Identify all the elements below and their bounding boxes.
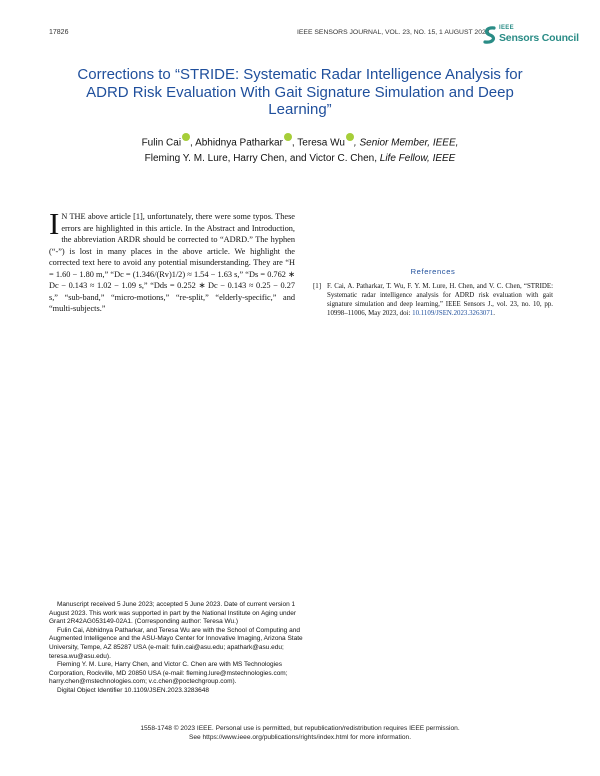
orcid-icon[interactable]: [182, 133, 190, 141]
copyright-footer: [0, 724, 600, 742]
copyright-line: 1558-1748 © 2023 IEEE. Personal use is permitted, but republication/redistribution requires IEEE permission.: [140, 725, 460, 732]
footnote-manuscript: Manuscript received 5 June 2023; accepted 5 June 2023. Date of current version 1 August 2023. This work was supported in part by the National Institute on Aging under Grant 2R42AG053149-02A1. (Corresponding author: Teresa Wu.): [49, 601, 297, 626]
sensors-council-logo: [482, 25, 579, 51]
footnotes: [49, 601, 307, 696]
body-text-column: [49, 206, 295, 315]
article-title: Corrections to “STRIDE: Systematic Radar Intelligence Analysis for ADRD Risk Evaluation With Gait Signature Simulation and Deep Learning”: [77, 66, 523, 118]
footnote-affiliation-ms: Fleming Y. M. Lure, Harry Chen, and Victor C. Chen are with MS Technologies Corporation, Rockville, MD 20850 USA (e-mail: fleming.lure@mstechnologies.com; harry.chen@mstechnologies.com; v.c.chen@poctechgroup.com).: [49, 661, 288, 686]
logo-ieee-text: IEEE: [499, 25, 514, 31]
author-role: , Senior Member, IEEE,: [353, 137, 459, 149]
references-column: [313, 211, 553, 319]
footnote-affiliation-asu: Fulin Cai, Abhidnya Patharkar, and Teresa Wu are with the School of Computing and Augmented Intelligence and the ASU-Mayo Center for Innovative Imaging, Arizona State University, Tempe, AZ 85287 USA (e-mail: fulin.cai@asu.edu; apathark@asu.edu; teresa.wu@asu.edu).: [49, 626, 303, 660]
logo-council-text: Sensors Council: [499, 32, 579, 44]
orcid-icon[interactable]: [284, 133, 292, 141]
rights-link-line[interactable]: See https://www.ieee.org/publications/rights/index.html for more information.: [188, 734, 412, 741]
author-separator: ,: [190, 137, 196, 149]
reference-number: [1]: [313, 282, 322, 290]
page-number: 17826: [49, 29, 69, 36]
author-role: Life Fellow, IEEE: [376, 152, 456, 164]
reference-text: F. Cai, A. Patharkar, T. Wu, F. Y. M. Lure, H. Chen, and V. C. Chen, “STRIDE: Systematic radar intelligence analysis for ADRD risk evaluation with gait signature simulation and deep learning,” IEEE Sensors J., vol. 23, no. 10, pp. 10998–11006, May 2023, doi:: [327, 282, 553, 318]
sensors-council-logo-icon: [482, 26, 498, 44]
author-name: Fulin Cai: [141, 137, 182, 149]
drop-cap: I: [49, 206, 60, 241]
journal-header: IEEE SENSORS JOURNAL, VOL. 23, NO. 15, 1 AUGUST 2023: [297, 29, 490, 36]
orcid-icon[interactable]: [346, 133, 354, 141]
references-heading: References: [410, 267, 456, 276]
author-separator: ,: [291, 137, 298, 149]
author-names: Fleming Y. M. Lure, Harry Chen, and Victor C. Chen,: [144, 152, 377, 164]
author-line-1: [60, 133, 540, 151]
author-name: Teresa Wu: [297, 137, 345, 149]
footnote-doi: Digital Object Identifier 10.1109/JSEN.2023.3283648: [57, 686, 210, 694]
body-continuation-space: [313, 211, 553, 257]
reference-item: [313, 282, 553, 319]
author-line-2: [60, 151, 540, 167]
reference-text-block: [327, 282, 553, 319]
reference-doi-link[interactable]: 10.1109/JSEN.2023.3263071: [412, 310, 494, 318]
reference-end: .: [493, 310, 495, 318]
author-list: [60, 133, 540, 166]
body-paragraph: N THE above article [1], unfortunately, there were some typos. These errors are highlighted in this article. In the Abstract and Introduction, the abbreviation ARDR should be corrected to “ADRD.” The hyphen (“-”) is lost in many places in the above article. We highlight the corrected text here to avoid any potential misunderstanding. They are “H = 1.60 − 1.80 m,” “Dc = (1.346/(Rv)1/2) ≈ 1.54 − 1.63 s,” “Ds = 0.762 ∗ Dc − 0.143 ≈ 1.02 − 1.09 s,” “Dds = 0.252 ∗ Dc − 0.143 ≈ 0.25 − 0.27 s,” “sub-band,” “micro-motions,” “re-split,” “elderly-specific,” and “multi-subjects.”: [49, 212, 295, 313]
author-name: Abhidnya Patharkar: [195, 137, 283, 149]
